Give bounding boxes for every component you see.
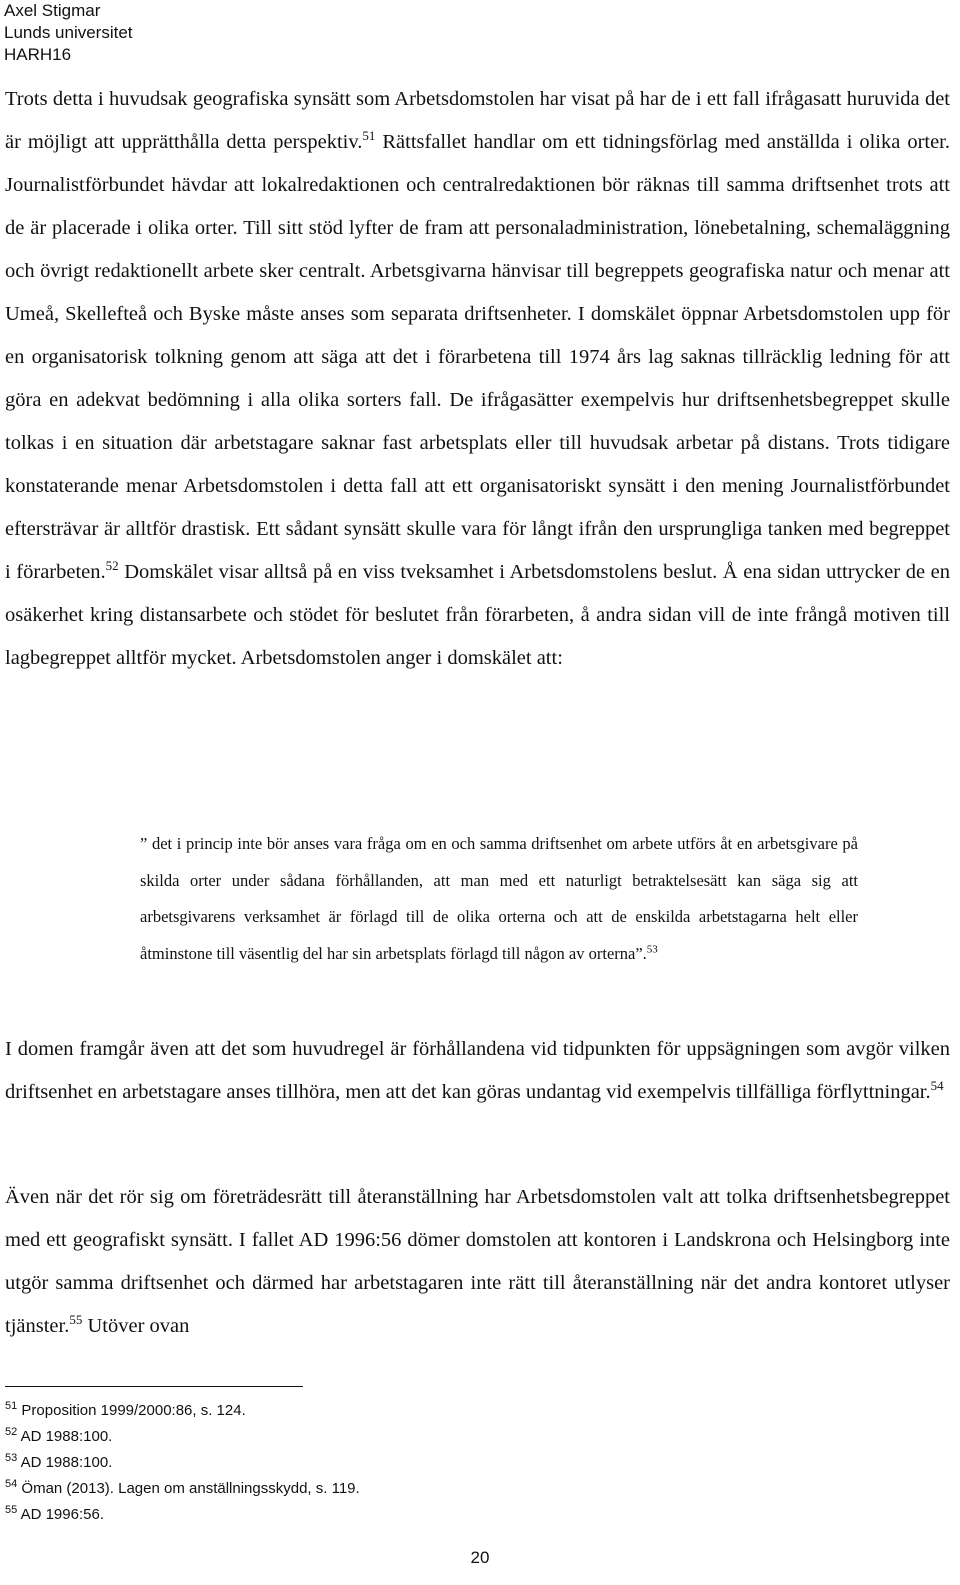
header-university: Lunds universitet (4, 23, 133, 42)
footnotes (5, 1398, 360, 1528)
footnote-text: AD 1988:100. (17, 1454, 113, 1471)
footnote-text: Öman (2013). Lagen om anställningsskydd, s. 119. (17, 1480, 360, 1497)
footnote-item (5, 1398, 360, 1424)
paragraph-1 (5, 78, 950, 680)
page-number: 20 (470, 1548, 490, 1567)
paragraph-3 (5, 1176, 950, 1348)
footnote-item (5, 1450, 360, 1476)
paragraph-3-text-a: Även när det rör sig om företrädesrätt till återanställning har Arbetsdomstolen valt att tolka driftsenhetsbegreppet med ett geografiskt synsätt. I fallet AD 1996:56 dömer domstolen att kontoren i Landskrona och Helsingborg inte utgör samma driftsenhet och därmed har arbetstagaren inte rätt till återanställning när det andra kontoret utlyser tjänster. (5, 1186, 950, 1337)
footnote-number: 51 (5, 1400, 18, 1412)
footnote-ref-51[interactable]: 51 (362, 128, 376, 144)
footnote-item (5, 1476, 360, 1502)
footnote-number: 54 (5, 1478, 18, 1490)
paragraph-1-text-c: Domskälet visar alltså på en viss tveksamhet i Arbetsdomstolens beslut. Å ena sidan uttrycker de en osäkerhet kring distansarbete och stödet för beslutet från förarbeten, å andra sidan vill de inte frångå motiven till lagbegreppet alltför mycket. Arbetsdomstolen anger i domskälet att: (5, 561, 950, 669)
quote-text: ” det i princip inte bör anses vara fråga om en och samma driftsenhet om arbete utförs åt en arbetsgivare på skilda orter under sådana förhållanden, att man med ett naturligt betraktelsesätt kan säga sig att arbetsgivarens verksamhet är förlagd till de olika orterna och att de enskilda arbetstagarna helt eller åtminstone till väsentlig del har sin arbetsplats förlagd till någon av orterna”. (140, 834, 858, 963)
footnote-item (5, 1424, 360, 1450)
paragraph-3-text-b: Utöver ovan (82, 1315, 190, 1337)
footnote-text: AD 1996:56. (17, 1506, 104, 1523)
header-author: Axel Stigmar (4, 1, 101, 20)
page-header (4, 0, 133, 66)
block-quote (140, 826, 858, 972)
footnote-text: AD 1988:100. (17, 1428, 113, 1445)
paragraph-1-text-b: Rättsfallet handlar om ett tidningsförlag med anställda i olika orter. Journalistförbundet hävdar att lokalredaktionen och centralredaktionen bör räknas till samma driftsenhet trots att de är placerade i olika orter. Till sitt stöd lyfter de fram att personaladministration, lönebetalning, schemaläggning och övrigt redaktionellt arbete sker centralt. Arbetsgivarna hänvisar till begreppets geografiska natur och menar att Umeå, Skellefteå och Byske måste anses som separata driftsenheter. I domskälet öppnar Arbetsdomstolen upp för en organisatorisk tolkning genom att säga att det i förarbetena till 1974 års lag saknas tillräcklig ledning för att göra en adekvat bedömning i alla olika sorters fall. De ifrågasätter exempelvis hur driftsenhetsbegreppet skulle tolkas i en situation där arbetstagare saknar fast arbetsplats eller till huvudsak arbetar på distans. Trots tidigare konstaterande menar Arbetsdomstolen i detta fall att ett organisatoriskt synsätt i den mening Journalistförbundet eftersträvar är alltför drastisk. Ett sådant synsätt skulle vara för långt ifrån den ursprungliga tanken med begreppet i förarbeten. (5, 131, 951, 583)
footnote-number: 52 (5, 1426, 18, 1438)
footnote-number: 53 (5, 1452, 18, 1464)
paragraph-1-text-a: Trots detta i huvudsak geografiska synsätt som Arbetsdomstolen har visat på har de i ett fall ifrågasatt huruvida det är möjligt att upprätthålla detta perspektiv. (5, 88, 950, 153)
paragraph-2 (5, 1028, 950, 1114)
footnote-ref-52[interactable]: 52 (105, 558, 119, 574)
footnote-ref-54[interactable]: 54 (930, 1078, 944, 1094)
footnote-text: Proposition 1999/2000:86, s. 124. (17, 1402, 246, 1419)
footnote-number: 55 (5, 1504, 18, 1516)
header-course: HARH16 (4, 45, 72, 64)
footnote-ref-55[interactable]: 55 (69, 1312, 83, 1328)
footnote-ref-53[interactable]: 53 (646, 943, 658, 955)
footnote-separator (5, 1386, 303, 1387)
paragraph-2-text: I domen framgår även att det som huvudregel är förhållandena vid tidpunkten för uppsägningen som avgör vilken driftsenhet en arbetstagare anses tillhöra, men att det kan göras undantag vid exempelvis tillfälliga förflyttningar. (5, 1038, 950, 1103)
footnote-item (5, 1502, 360, 1528)
